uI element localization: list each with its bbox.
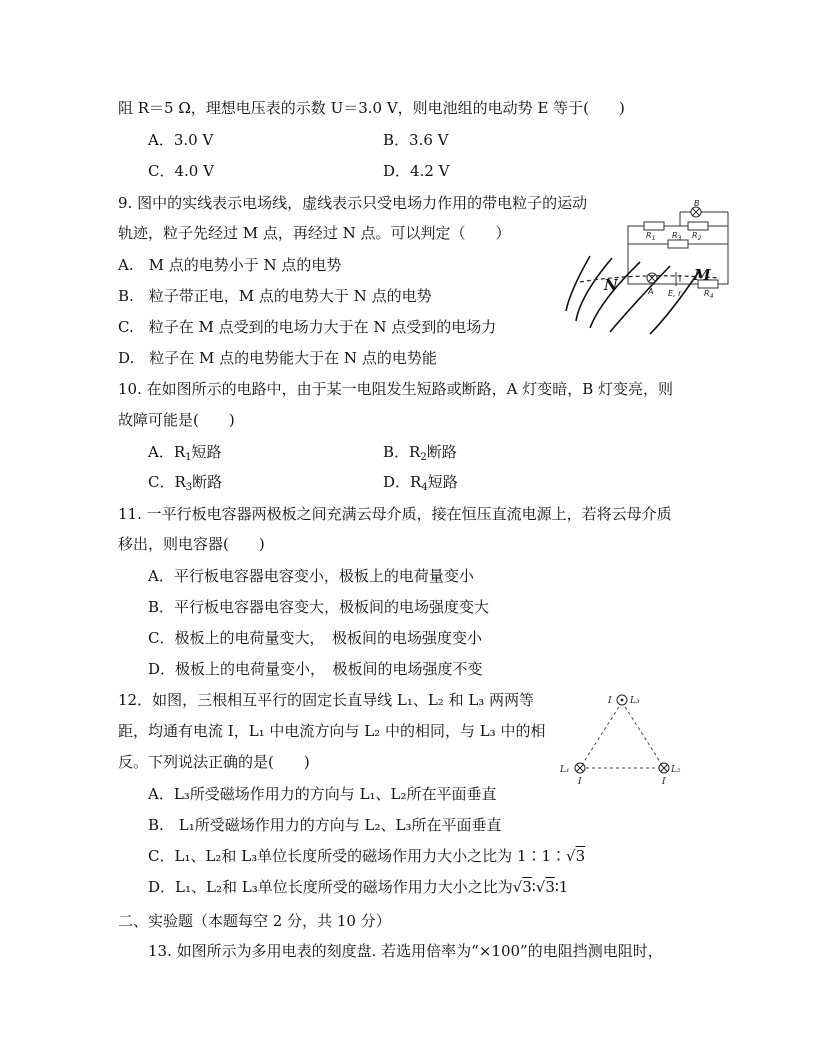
q9-option-b: B. 粒子带正电，M 点的电势大于 N 点的电势: [118, 287, 432, 305]
circuit-and-field-figure: [560, 196, 740, 336]
q12-option-c: C．L₁、L₂和 L₃单位长度所受的磁场作用力大小之比为 1∶1∶√3: [148, 847, 586, 865]
q8-option-a: A．3.0 V: [148, 131, 214, 149]
q11-option-b: B．平行板电容器电容变大，极板间的电场强度变大: [148, 598, 490, 616]
label-m: M: [694, 266, 711, 284]
q9-option-c: C. 粒子在 M 点受到的电场力大于在 N 点受到的电场力: [118, 318, 497, 336]
q9-option-d: D. 粒子在 M 点的电势能大于在 N 点的电势能: [118, 349, 437, 367]
q8-option-d: D．4.2 V: [383, 162, 450, 180]
label-l3: L₃: [630, 696, 640, 706]
q8-option-c: C．4.0 V: [148, 162, 214, 180]
label-n: N: [604, 276, 618, 294]
label-r3: $R_3$: [672, 231, 682, 242]
label-b: B: [694, 199, 700, 208]
q12-stem-line2: 距，均通有电流 I，L₁ 中电流方向与 L₂ 中的相同，与 L₃ 中的相: [118, 722, 546, 740]
three-wires-figure: [558, 688, 688, 786]
label-l2: L₂: [671, 765, 681, 775]
label-i-l1: I: [578, 777, 582, 786]
q10-stem-line1: 10. 在如图所示的电路中，由于某一电阻发生短路或断路，A 灯变暗，B 灯变亮，则: [118, 380, 674, 398]
q10-stem-line2: 故障可能是( ): [118, 411, 235, 429]
q8-stem: 阻 R＝5 Ω，理想电压表的示数 U＝3.0 V，则电池组的电动势 E 等于( ): [118, 99, 625, 117]
q11-stem-line1: 11. 一平行板电容器两极板之间充满云母介质，接在恒压直流电源上，若将云母介质: [118, 505, 672, 523]
q11-option-d: D．极板上的电荷量变小， 极板间的电场强度不变: [148, 660, 483, 678]
q9-option-a: A. M 点的电势小于 N 点的电势: [118, 256, 342, 274]
triangle-dashed: [580, 702, 664, 768]
section-heading: 二、实验题（本题每空 2 分，共 10 分）: [118, 912, 391, 930]
q11-stem-line2: 移出，则电容器( ): [118, 535, 265, 553]
q10-option-d: D．$R_4$短路: [383, 473, 458, 493]
label-i-l2: I: [662, 777, 666, 786]
sqrt-symbol: √3: [566, 847, 586, 865]
q12-stem-line3: 反。下列说法正确的是( ): [118, 753, 310, 771]
q10-option-b: B．$R_2$断路: [383, 443, 457, 463]
q12-option-d: D．L₁、L₂和 L₃单位长度所受的磁场作用力大小之比为√3∶√3∶1: [148, 878, 569, 896]
resistor-r2: [688, 222, 708, 230]
label-r2: $R_2$: [692, 231, 702, 242]
q12-stem-line1: 12．如图，三根相互平行的固定长直导线 L₁、L₂ 和 L₃ 两两等: [118, 691, 535, 709]
label-r4: $R_4$: [704, 289, 714, 300]
q9-stem-line1: 9. 图中的实线表示电场线，虚线表示只受电场力作用的带电粒子的运动: [118, 194, 588, 212]
q10-option-a: A．$R_1$短路: [148, 443, 222, 463]
q10-option-c: C．$R_3$断路: [148, 473, 223, 493]
q9-stem-line2: 轨迹，粒子先经过 M 点，再经过 N 点。可以判定（ ）: [118, 224, 511, 242]
label-emf: E, r: [668, 289, 682, 298]
q13-stem: 13. 如图所示为多用电表的刻度盘. 若选用倍率为“×100”的电阻挡测电阻时，: [148, 942, 663, 960]
label-r1: $R_1$: [646, 231, 656, 242]
label-l1: L₁: [560, 765, 570, 775]
q8-option-b: B．3.6 V: [383, 131, 449, 149]
label-a: A: [648, 287, 654, 296]
q11-option-a: A．平行板电容器电容变小，极板上的电荷量变小: [148, 567, 474, 585]
q12-option-b: B. L₁所受磁场作用力的方向与 L₂、L₃所在平面垂直: [148, 816, 502, 834]
label-i-l3: I: [608, 696, 612, 706]
q12-option-a: A．L₃所受磁场作用力的方向与 L₁、L₂所在平面垂直: [148, 785, 497, 803]
q11-option-c: C．极板上的电荷量变大， 极板间的电场强度变小: [148, 629, 482, 647]
resistor-r1: [644, 222, 664, 230]
